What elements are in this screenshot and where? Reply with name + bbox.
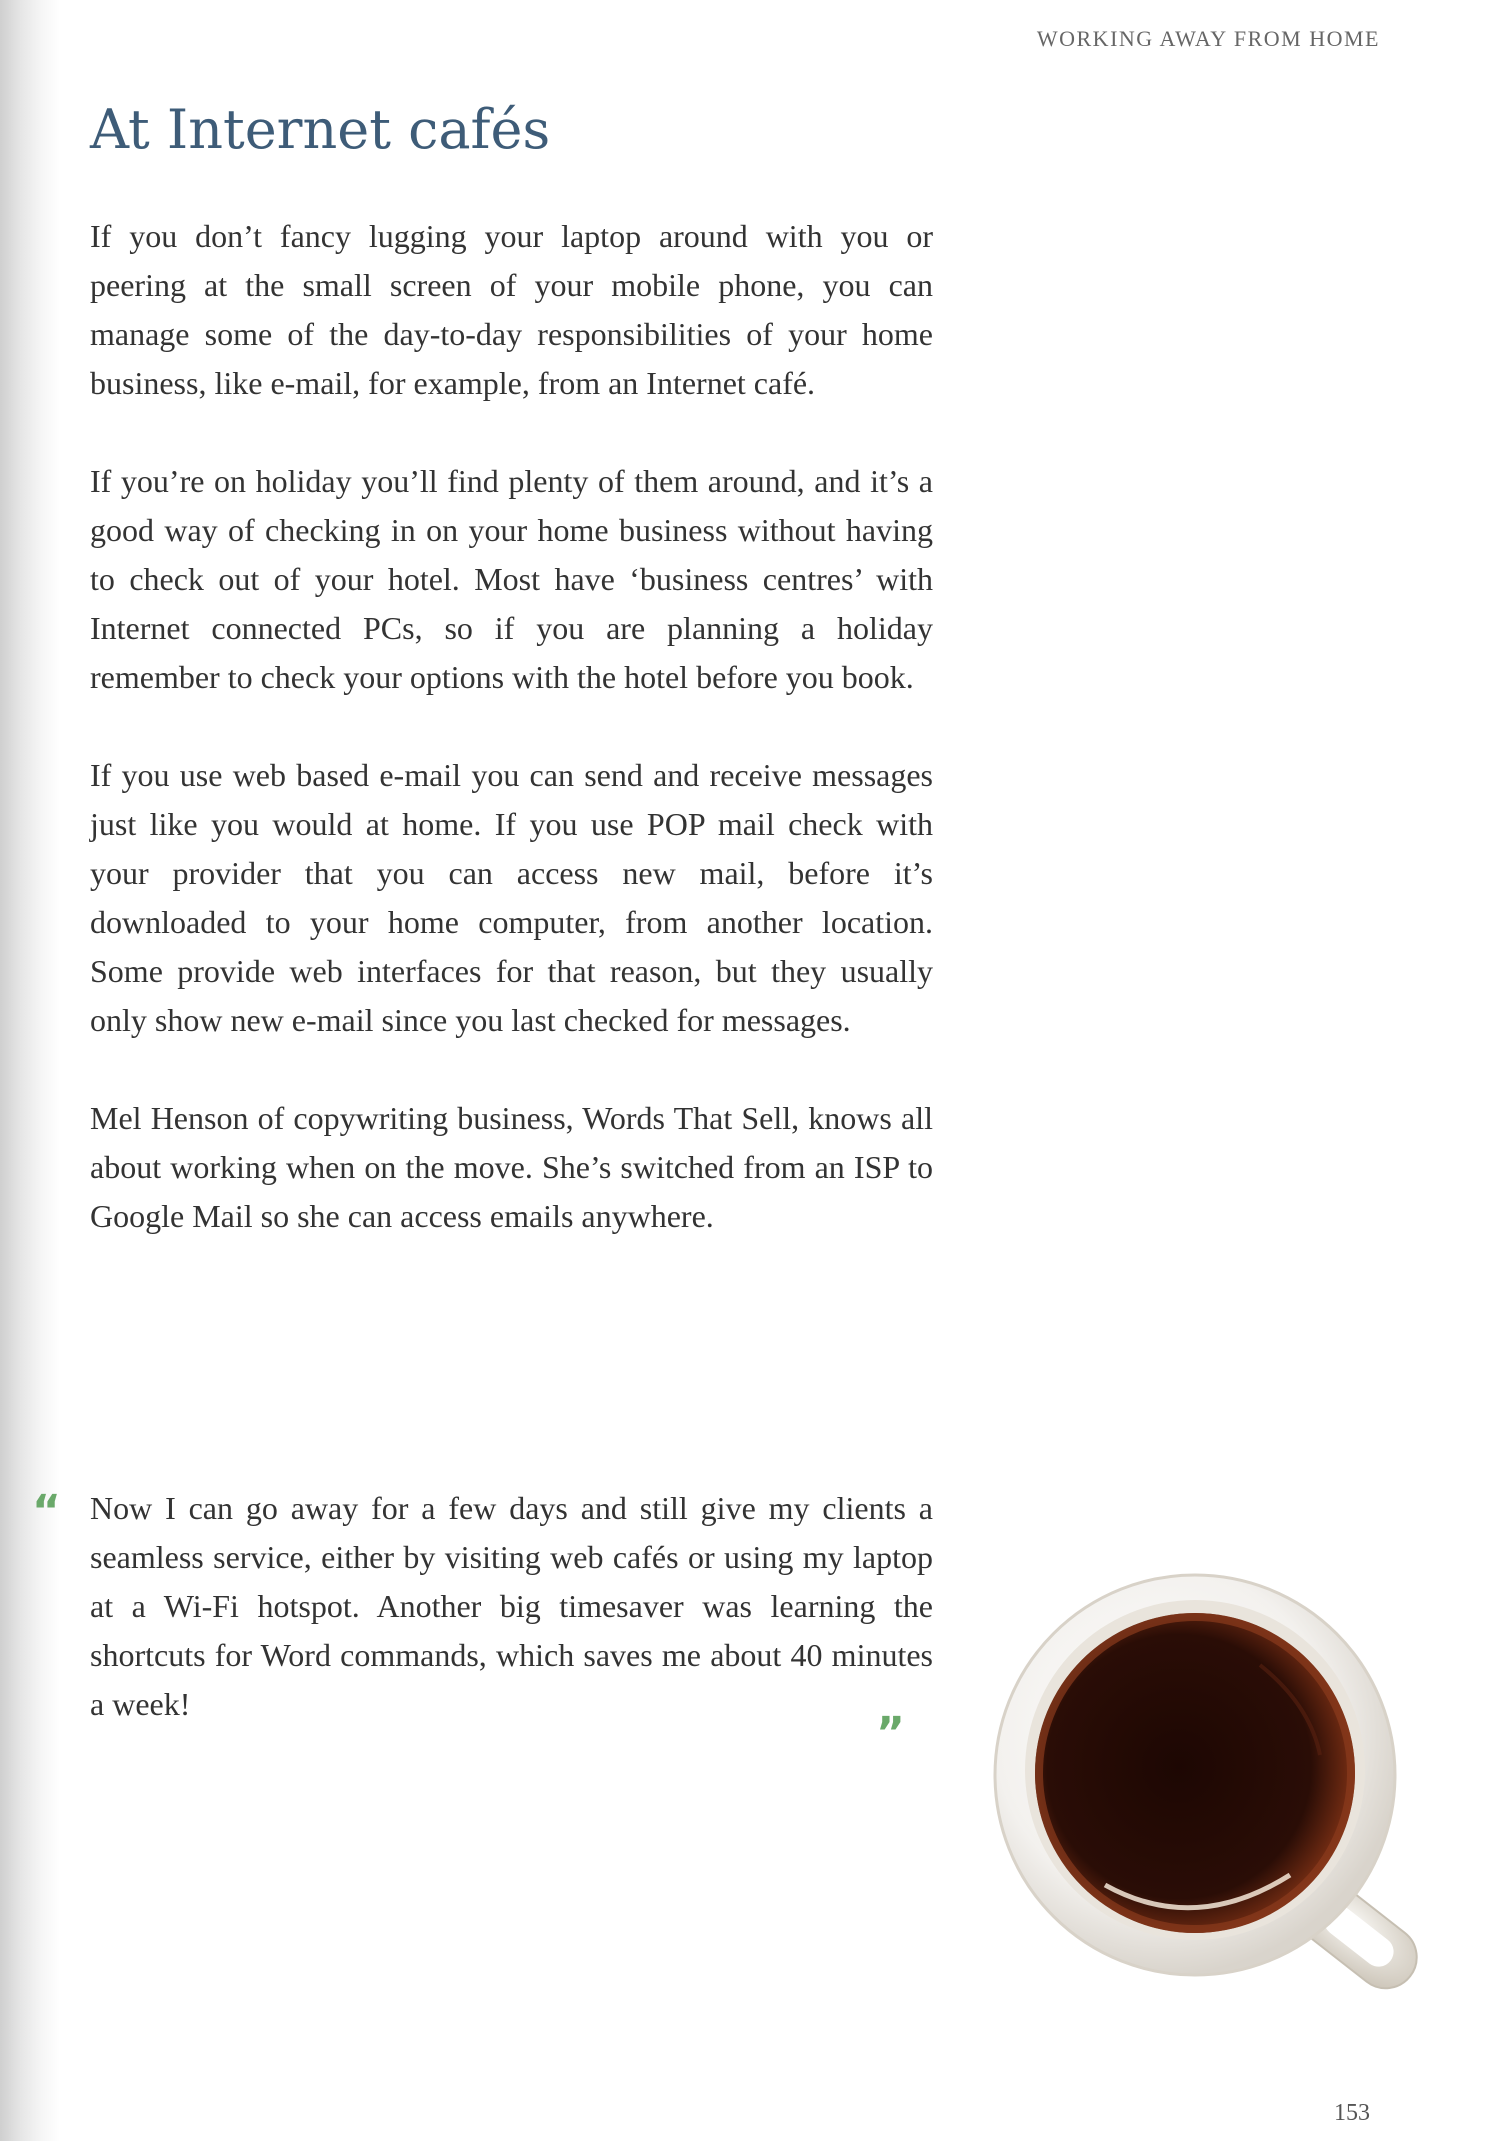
paragraph-1: If you don’t fancy lugging your laptop around with you or peering at the small screen of your mobile phone, you can manage some of the day-to-day responsibilities of your home business, like e-mail, for example, from an Internet café. [90, 218, 933, 401]
close-quote-icon: ” [876, 1708, 905, 1759]
body-text [90, 212, 933, 1290]
page-number: 153 [1334, 2100, 1370, 2126]
open-quote-icon: “ [32, 1486, 61, 1537]
paragraph-4: Mel Henson of copywriting business, Words That Sell, knows all about working when on the move. She’s switched from an ISP to Google Mail so she can access emails anywhere. [90, 1100, 933, 1234]
paragraph-3: If you use web based e-mail you can send and receive messages just like you would at home. If you use POP mail check with your provider that you can access new mail, before it’s downloaded to your home computer, from another location. Some provide web interfaces for that reason, but they usually only show new e-mail since you last checked for messages. [90, 757, 933, 1038]
paragraph-2: If you’re on holiday you’ll find plenty of them around, and it’s a good way of checking in on your home business without having to check out of your hotel. Most have ‘business centres’ with Internet connected PCs, so if you are planning a holiday remember to check your options with the hotel before you book. [90, 463, 933, 695]
page-gutter-shadow [0, 0, 60, 2141]
coffee-cup-icon [990, 1555, 1440, 2010]
pull-quote: Now I can go away for a few days and still give my clients a seamless service, either by visiting web cafés or using my laptop at a Wi-Fi hotspot. Another big timesaver was learning the shortcuts for Word commands, which saves me about 40 minutes a week! [90, 1490, 933, 1722]
running-head: WORKING AWAY FROM HOME [1036, 26, 1380, 51]
page-title: At Internet cafés [90, 98, 551, 161]
